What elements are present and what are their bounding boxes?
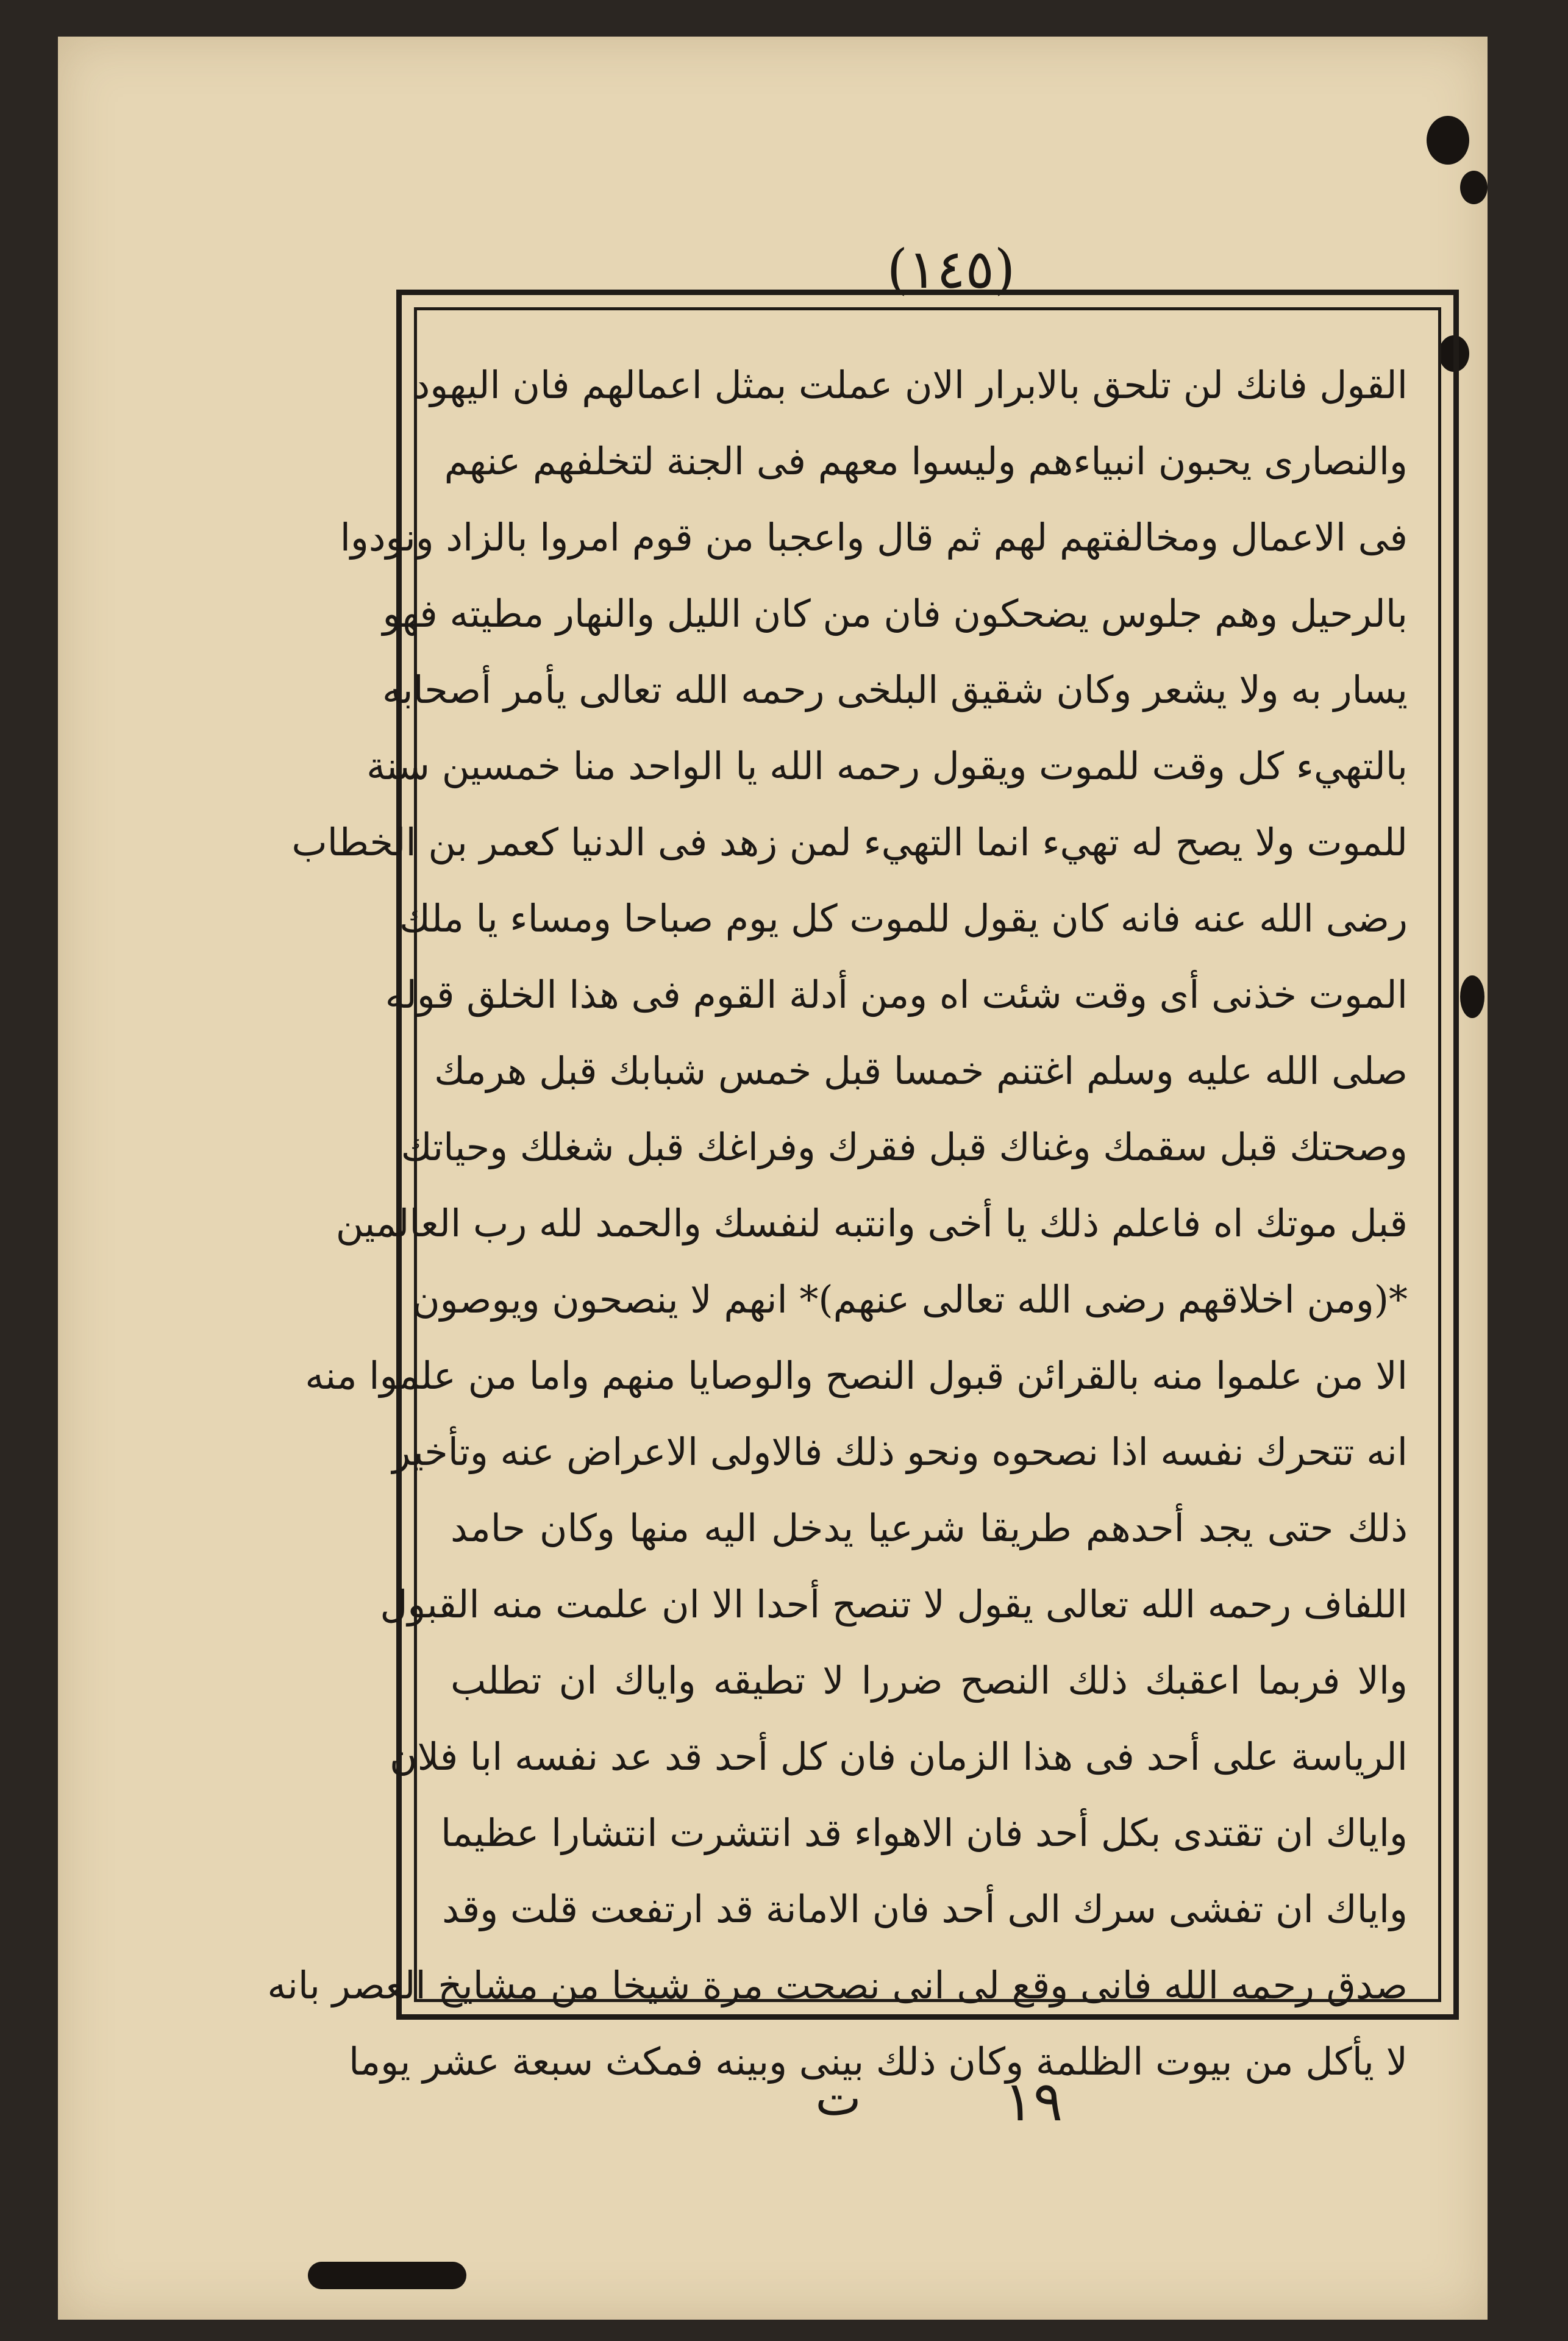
ink-stain bbox=[1427, 116, 1469, 165]
text-line: واياك ان تقتدى بكل أحد فان الاهواء قد انتشرت انتشارا عظيما bbox=[440, 1811, 1408, 1855]
text-line: انه تتحرك نفسه اذا نصحوه ونحو ذلك فالاولى الاعراض عنه وتأخير bbox=[392, 1430, 1408, 1474]
ink-stain bbox=[308, 2262, 466, 2289]
text-line: للموت ولا يصح له تهيء انما التهيء لمن زهد فى الدنيا كعمر بن الخطاب bbox=[291, 820, 1408, 864]
text-frame bbox=[267, 290, 1459, 2084]
text-line: القول فانك لن تلحق بالابرار الان عملت بمثل اعمالهم فان اليهود bbox=[413, 363, 1408, 407]
text-line: قبل موتك اه فاعلم ذلك يا أخى وانتبه لنفسك والحمد لله رب العالمين bbox=[335, 1201, 1408, 1245]
text-line: واياك ان تفشى سرك الى أحد فان الامانة قد ارتفعت قلت وقد bbox=[442, 1887, 1408, 1931]
text-line: يسار به ولا يشعر وكان شقيق البلخى رحمه الله تعالى يأمر أصحابه bbox=[382, 668, 1408, 712]
text-block bbox=[267, 347, 1408, 2100]
text-line: الرياسة على أحد فى هذا الزمان فان كل أحد قد عد نفسه ابا فلان bbox=[390, 1734, 1408, 1779]
text-line: والا فربما اعقبك ذلك النصح ضررا لا تطيقه واياك ان تطلب bbox=[451, 1658, 1408, 1703]
text-line: صدق رحمه الله فانى وقع لى انى نصحت مرة شيخا من مشايخ العصر بانه bbox=[267, 1963, 1408, 2008]
text-line: فى الاعمال ومخالفتهم لهم ثم قال واعجبا من قوم امروا بالزاد ونودوا bbox=[340, 515, 1408, 560]
text-line: والنصارى يحبون انبياءهم وليسوا معهم فى الجنة لتخلفهم عنهم bbox=[444, 439, 1408, 483]
ink-stain bbox=[1460, 171, 1488, 204]
text-line: بالرحيل وهم جلوس يضحكون فان من كان الليل والنهار مطيته فهو bbox=[382, 591, 1408, 636]
text-line: لا يأكل من بيوت الظلمة وكان ذلك بينى وبينه فمكث سبعة عشر يوما bbox=[349, 2039, 1408, 2084]
book-page bbox=[58, 37, 1488, 2320]
ink-stain bbox=[1460, 975, 1484, 1018]
text-line: اللفاف رحمه الله تعالى يقول لا تنصح أحدا الا ان علمت منه القبول bbox=[380, 1582, 1408, 1627]
folio-number: (١٤٥) bbox=[886, 238, 1016, 301]
text-line: الا من علموا منه بالقرائن قبول النصح والوصايا منهم واما من علموا منه bbox=[305, 1353, 1408, 1398]
text-line: بالتهيء كل وقت للموت ويقول رحمه الله يا الواحد منا خمسين سنة bbox=[366, 744, 1408, 788]
text-line: *(ومن اخلاقهم رضى الله تعالى عنهم)* انهم لا ينصحون ويوصون bbox=[412, 1277, 1408, 1322]
signature-mark: ت bbox=[815, 2070, 861, 2126]
text-line: الموت خذنى أى وقت شئت اه ومن أدلة القوم فى هذا الخلق قوله bbox=[385, 972, 1408, 1017]
page-number: ١٩ bbox=[1003, 2070, 1063, 2134]
text-line: رضى الله عنه فانه كان يقول للموت كل يوم صباحا ومساء يا ملك bbox=[399, 896, 1408, 941]
text-line: ذلك حتى يجد أحدهم طريقا شرعيا يدخل اليه منها وكان حامد bbox=[451, 1506, 1408, 1550]
text-line: وصحتك قبل سقمك وغناك قبل فقرك وفراغك قبل شغلك وحياتك bbox=[401, 1125, 1408, 1169]
text-line: صلى الله عليه وسلم اغتنم خمسا قبل خمس شبابك قبل هرمك bbox=[434, 1049, 1408, 1093]
